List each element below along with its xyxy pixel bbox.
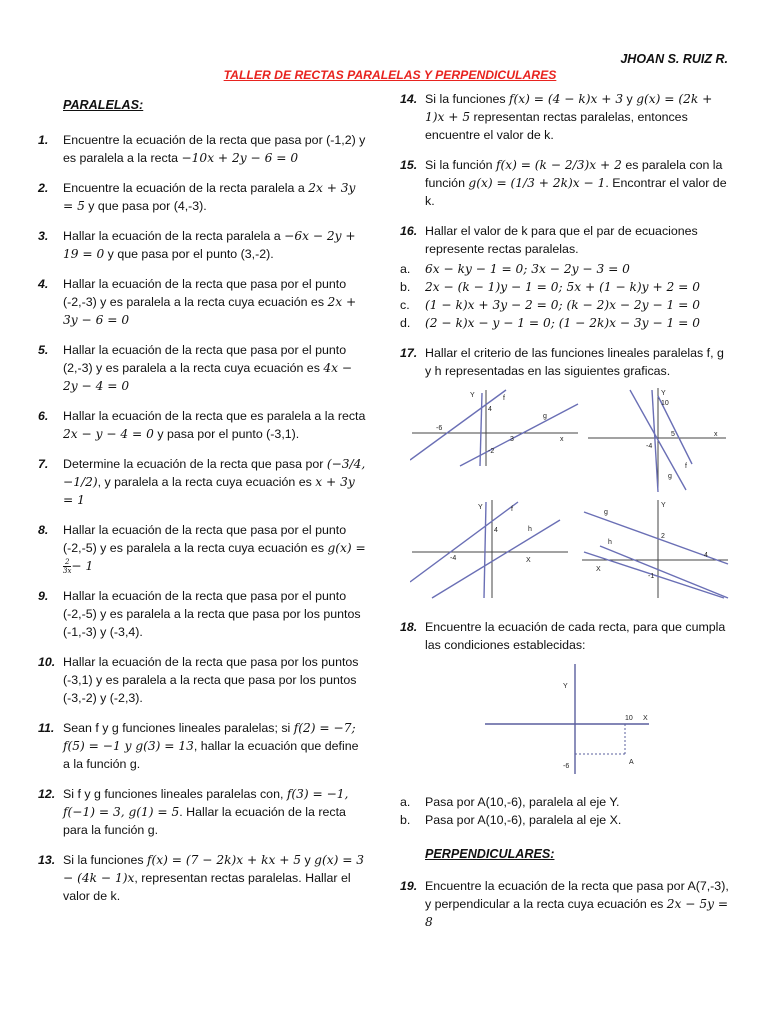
fraction-denominator: 3x <box>63 567 72 576</box>
exercise-text: Hallar la ecuación de la recta que pasa por el punto (-2,-5) y es paralela a la recta que pasa por los puntos (-1,-3) y (-3,4). <box>63 589 361 640</box>
label-g: g <box>604 509 608 516</box>
exercise-text: Hallar la ecuación de la recta que pasa por los puntos (-3,1) y es paralela a la recta que pasa por los puntos (-3,-2) y (-2,3). <box>63 655 359 706</box>
label-h: h <box>608 539 612 546</box>
fraction-numerator: 2 <box>64 558 70 567</box>
exercise-8 <box>38 521 366 575</box>
exercise-3 <box>38 227 366 263</box>
exercise-7 <box>38 455 366 509</box>
exercise-text: Hallar la ecuación de la recta que pasa por el punto (2,-3) y es paralela a la recta cuya ecuación es <box>63 343 347 375</box>
label-3: 3 <box>510 436 514 443</box>
exercise-15 <box>400 156 732 210</box>
math-expression: (−3/4, −1/2) <box>63 457 366 489</box>
exercise-text: y <box>301 853 315 868</box>
math-expression: 2x − 5y = 8 <box>425 897 729 929</box>
option-letter: a. <box>400 795 411 809</box>
math-expression: − 1 <box>71 559 94 573</box>
exercise-5 <box>38 341 366 395</box>
option-letter: a. <box>400 262 411 276</box>
label-n4: -4 <box>646 443 653 450</box>
math-expression: f(x) = (7 − 2k)x + kx + 5 <box>147 853 302 868</box>
exercise-text: Determine la ecuación de la recta que pasa por <box>63 457 327 471</box>
exercise-18 <box>400 618 732 654</box>
label-y: Y <box>661 502 666 509</box>
label-5: 5 <box>671 431 675 438</box>
option-a <box>400 260 732 278</box>
label-10: 10 <box>625 715 633 722</box>
exercise-number: 9. <box>38 589 49 604</box>
exercise-text: . Hallar la ecuación de la recta para la función g. <box>63 805 346 838</box>
label-4: 4 <box>494 527 498 534</box>
left-column <box>38 96 366 917</box>
exercise-text: Encuentre la ecuación de cada recta, para que cumpla las condiciones establecidas: <box>425 620 726 652</box>
exercise-text: es paralela con la función <box>425 158 723 190</box>
label-y: Y <box>661 390 666 397</box>
label-2: 2 <box>661 533 665 540</box>
option-d <box>400 314 732 332</box>
label-h: h <box>528 526 532 533</box>
exercise-2 <box>38 179 366 215</box>
label-y: Y <box>478 504 483 511</box>
math-expression: 6x − ky − 1 = 0; 3x − 2y − 3 = 0 <box>425 262 630 276</box>
exercise-text: Encuentre la ecuación de la recta paralela a <box>63 181 309 195</box>
label-10: 10 <box>661 400 669 407</box>
math-expression: x + 3y = 1 <box>63 475 355 507</box>
exercise-text: , representan rectas paralelas. Hallar el valor de k. <box>63 871 351 904</box>
graphs-grid <box>400 386 732 606</box>
math-expression: g(x) = <box>327 541 366 555</box>
exercise-number: 10. <box>38 655 56 670</box>
math-expression: g(x) = (2k + 1)x + 5 <box>425 92 713 124</box>
line-h <box>600 546 728 598</box>
exercise-text: Encuentre la ecuación de la recta que pasa por (-1,2) y es paralela a la recta <box>63 133 366 165</box>
exercise-text: Si f y g funciones lineales paralelas con, <box>63 787 287 802</box>
exercise-text: y que pasa por el punto (3,-2). <box>104 247 274 261</box>
exercise-6 <box>38 407 366 443</box>
label-4: 4 <box>704 552 708 559</box>
label-x: X <box>643 715 648 722</box>
exercise-number: 3. <box>38 229 49 243</box>
exercise-19 <box>400 877 732 931</box>
exercise-16-options <box>400 260 732 332</box>
exercise-text: , y paralela a la recta cuya ecuación es <box>97 475 316 489</box>
exercise-text: Hallar la ecuación de la recta que es paralela a la recta <box>63 409 366 423</box>
exercise-number: 16. <box>400 224 418 238</box>
exercise-17 <box>400 344 732 380</box>
option-letter: b. <box>400 813 411 827</box>
graph-1 <box>410 388 580 468</box>
exercise-text: y pasa por el punto (-3,1). <box>153 427 300 441</box>
exercise-number: 14. <box>400 92 418 106</box>
right-column <box>400 90 732 943</box>
exercise-9 <box>38 587 366 641</box>
exercise-number: 2. <box>38 181 49 195</box>
line-g <box>652 390 658 492</box>
graph-3 <box>410 498 570 600</box>
exercise-11 <box>38 719 366 773</box>
exercise-text: , hallar la ecuación que define a la función g. <box>63 739 359 772</box>
math-expression: f(2) = −7; f(5) = −1 y g(3) = 13 <box>63 721 356 754</box>
option-c <box>400 296 732 314</box>
exercise-text: . Encontrar el valor de k. <box>425 176 727 208</box>
exercise-text: representan rectas paralelas, entonces encuentre el valor de k. <box>425 110 688 142</box>
option-b <box>400 811 732 829</box>
section-perpendiculares: PERPENDICULARES: <box>425 847 555 861</box>
exercise-number: 15. <box>400 158 418 172</box>
label-n2: -2 <box>488 448 495 455</box>
section-paralelas: PARALELAS: <box>63 98 144 112</box>
label-y: Y <box>470 392 475 399</box>
graph-2 <box>586 386 728 494</box>
exercise-text: Hallar el valor de k para que el par de ecuaciones represente rectas paralelas. <box>425 224 698 256</box>
worksheet-title: TALLER DE RECTAS PARALELAS Y PERPENDICULARES <box>223 68 557 82</box>
option-text: Pasa por A(10,-6), paralela al eje X. <box>425 813 622 827</box>
exercise-text: Hallar la ecuación de la recta que pasa por el punto (-2,-3) y es paralela a la recta cuya ecuación es <box>63 277 347 309</box>
label-x: X <box>596 566 601 573</box>
exercise-10 <box>38 653 366 707</box>
line-f <box>410 502 518 582</box>
exercise-number: 7. <box>38 457 49 471</box>
exercise-number: 11. <box>38 721 55 736</box>
label-a: A <box>629 759 634 766</box>
exercise-13 <box>38 851 366 905</box>
option-text: Pasa por A(10,-6), paralela al eje Y. <box>425 795 620 809</box>
line-g <box>460 404 578 466</box>
label-n6: -6 <box>563 763 570 770</box>
option-b <box>400 278 732 296</box>
label-x: x <box>714 431 718 438</box>
math-expression: 2x + 3y = 5 <box>63 181 356 213</box>
label-n4: -4 <box>450 555 457 562</box>
exercise-text: Hallar la ecuación de la recta paralela a <box>63 229 285 243</box>
exercise-12 <box>38 785 366 839</box>
option-letter: b. <box>400 280 411 294</box>
exercise-number: 8. <box>38 523 49 537</box>
math-expression: 2x − y − 4 = 0 <box>63 427 154 441</box>
exercise-number: 19. <box>400 879 418 893</box>
option-a <box>400 793 732 811</box>
line-vertical <box>484 502 486 598</box>
label-y: Y <box>563 683 568 690</box>
math-expression: g(x) = (1/3 + 2k)x − 1 <box>468 176 606 190</box>
math-expression: f(3) = −1, f(−1) = 3, g(1) = 5 <box>63 787 349 820</box>
math-expression: 4x − 2y − 4 = 0 <box>63 361 353 393</box>
math-expression: g(x) = 3 − (4k − 1)x <box>63 853 365 886</box>
exercise-4 <box>38 275 366 329</box>
math-expression: (2 − k)x − y − 1 = 0; (1 − 2k)x − 3y − 1 = 0 <box>425 316 700 330</box>
label-f: f <box>503 395 505 402</box>
exercise-1 <box>38 131 366 167</box>
graph-4 <box>580 498 730 600</box>
exercise-text: Si la funciones <box>425 92 510 106</box>
math-expression: f(x) = (4 − k)x + 3 <box>509 92 624 106</box>
exercise-text: Sean f y g funciones lineales paralelas; si <box>63 721 294 736</box>
exercise-16 <box>400 222 732 258</box>
math-expression: f(x) = (k − 2/3)x + 2 <box>495 158 622 172</box>
label-n1: -1 <box>648 573 655 580</box>
option-letter: d. <box>400 316 411 330</box>
exercise-text: y <box>623 92 637 106</box>
exercise-number: 6. <box>38 409 49 423</box>
exercise-text: Si la funciones <box>63 853 148 868</box>
label-4: 4 <box>488 406 492 413</box>
exercise-text: y que pasa por (4,-3). <box>84 199 207 213</box>
math-expression: −6x − 2y + 19 = 0 <box>63 229 356 261</box>
exercise-number: 5. <box>38 343 49 357</box>
label-f: f <box>685 463 687 470</box>
option-letter: c. <box>400 298 410 312</box>
label-f: f <box>511 506 513 513</box>
exercise-text: Encuentre la ecuación de la recta que pasa por A(7,-3), y perpendicular a la recta cuya ecuación es <box>425 879 729 911</box>
label-g: g <box>668 473 672 480</box>
label-x: X <box>526 557 531 564</box>
exercise-text: Hallar la ecuación de la recta que pasa por el punto (-2,-5) y es paralela a la recta cuya ecuación es <box>63 523 347 555</box>
exercise-number: 12. <box>38 787 56 802</box>
exercise-number: 18. <box>400 620 418 634</box>
exercise-number: 4. <box>38 277 49 291</box>
author-name: JHOAN S. RUIZ R. <box>620 52 728 66</box>
exercise-text: Hallar el criterio de las funciones lineales paralelas f, g y h representadas en las siguientes graficas. <box>425 346 724 378</box>
exercise-number: 17. <box>400 346 418 360</box>
conditions-graph <box>455 658 732 783</box>
math-expression: 2x − (k − 1)y − 1 = 0; 5x + (1 − k)y + 2 = 0 <box>425 280 700 294</box>
label-g: g <box>543 413 547 420</box>
exercise-18-options <box>400 793 732 829</box>
exercise-14 <box>400 90 732 144</box>
exercise-text: Si la función <box>425 158 496 172</box>
math-expression: 2x + 3y − 6 = 0 <box>63 295 357 327</box>
exercise-number: 13. <box>38 853 56 868</box>
exercise-number: 1. <box>38 133 49 147</box>
label-n6: -6 <box>436 425 443 432</box>
math-expression: −10x + 2y − 6 = 0 <box>181 151 299 165</box>
label-x: x <box>560 436 564 443</box>
math-expression: (1 − k)x + 3y − 2 = 0; (k − 2)x − 2y − 1 = 0 <box>425 298 700 312</box>
